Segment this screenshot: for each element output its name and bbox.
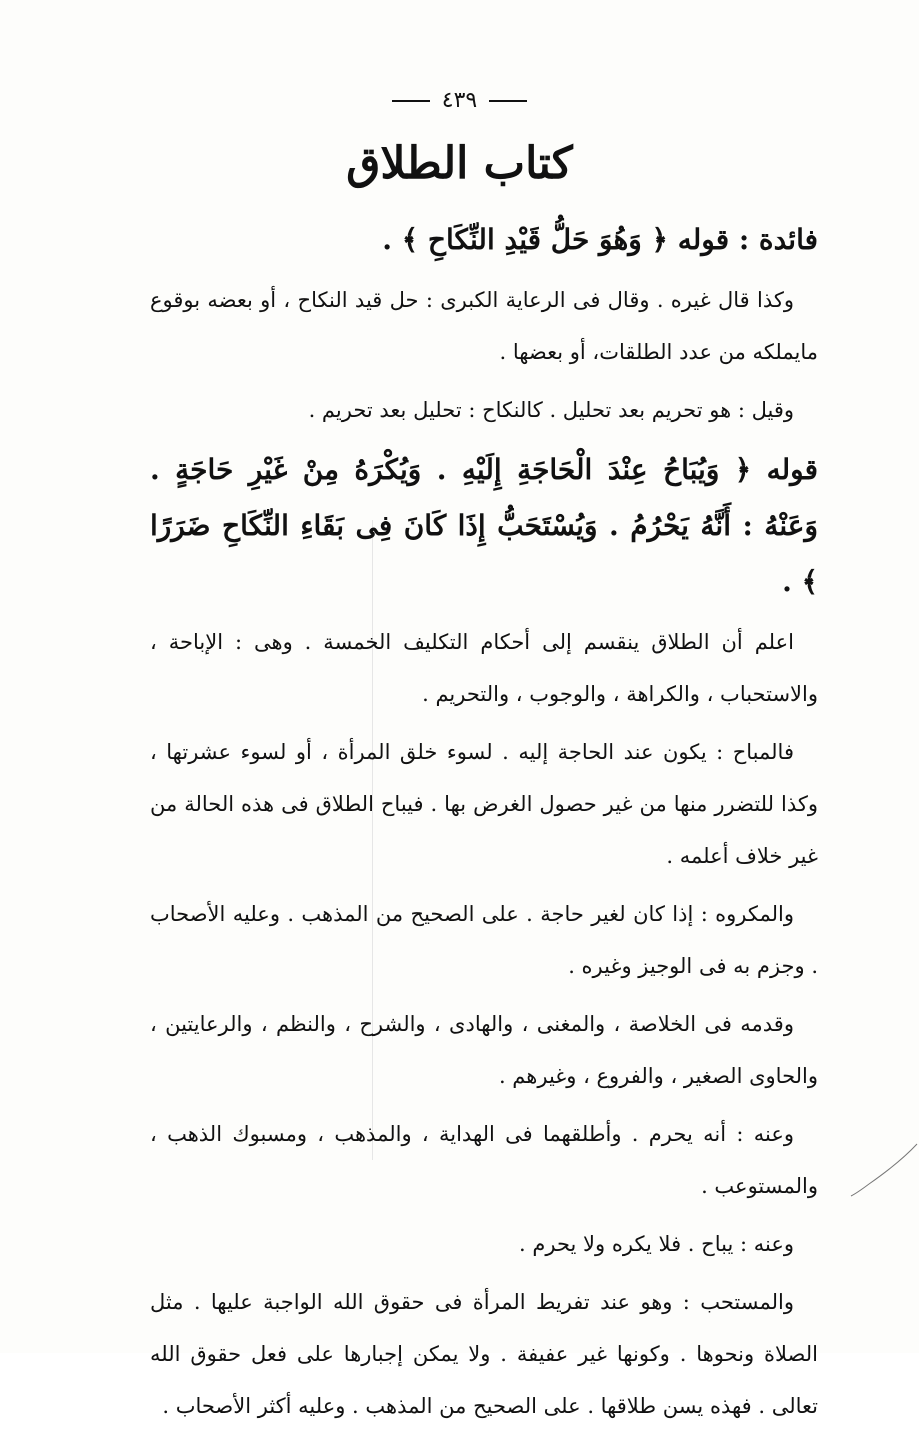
body-paragraph: والمكروه : إذا كان لغير حاجة . على الصحيح من المذهب . وعليه الأصحاب . وجزم به فى الوجيز وغيره . (150, 902, 818, 978)
page-body (150, 212, 818, 1438)
body-paragraph: وعنه : يباح . فلا يكره ولا يحرم . (519, 1232, 794, 1256)
body-paragraph: وقدمه فى الخلاصة ، والمغنى ، والهادى ، والشرح ، والنظم ، والرعايتين ، والحاوى الصغير ، والفروع ، وغيرهم . (150, 1012, 818, 1088)
header-dash-right (489, 100, 527, 102)
quote-paragraph: قوله ﴿ وَيُبَاحُ عِنْدَ الْحَاجَةِ إِلَيْهِ . وَيُكْرَهُ مِنْ غَيْرِ حَاجَةٍ . وَعَنْهُ : أَنَّهُ يَحْرُمُ . وَيُسْتَحَبُّ إِذَا كَانَ فِى بَقَاءِ النِّكَاحِ ضَرَرًا ﴾ . (150, 453, 818, 598)
body-paragraph: وكذا قال غيره . وقال فى الرعاية الكبرى : حل قيد النكاح ، أو بعضه بوقوع مايملكه من عدد الطلقات، أو بعضها . (150, 288, 818, 364)
quote-paragraph: فائدة : قوله ﴿ وَهُوَ حَلُّ قَيْدِ النِّكَاحِ ﴾ . (382, 223, 818, 256)
body-paragraph: وقيل : هو تحريم بعد تحليل . كالنكاح : تحليل بعد تحريم . (308, 398, 794, 422)
header-dash-left (392, 100, 430, 102)
page-number-header (0, 88, 919, 113)
body-paragraph: فالمباح : يكون عند الحاجة إليه . لسوء خلق المرأة ، أو لسوء عشرتها ، وكذا للتضرر منها من غير حصول الغرض بها . فيباح الطلاق فى هذه الحالة من غير خلاف أعلمه . (150, 740, 818, 868)
body-paragraph: والمستحب : وهو عند تفريط المرأة فى حقوق الله الواجبة عليها . مثل الصلاة ونحوها . وكونها غير عفيفة . ولا يمكن إجبارها على فعل حقوق الله تعالى . فهذه يسن طلاقها . على الصحيح من المذهب . وعليه أكثر الأصحاب . (150, 1290, 818, 1418)
margin-pencil-mark (849, 1140, 919, 1200)
chapter-title: كتاب الطلاق (346, 138, 573, 189)
page-number: ٤٣٩ (441, 88, 478, 113)
body-paragraph: اعلم أن الطلاق ينقسم إلى أحكام التكليف الخمسة . وهى : الإباحة ، والاستحباب ، والكراهة ، والوجوب ، والتحريم . (150, 630, 818, 706)
body-paragraph: وعنه : أنه يحرم . وأطلقهما فى الهداية ، والمذهب ، ومسبوك الذهب ، والمستوعب . (150, 1122, 818, 1198)
